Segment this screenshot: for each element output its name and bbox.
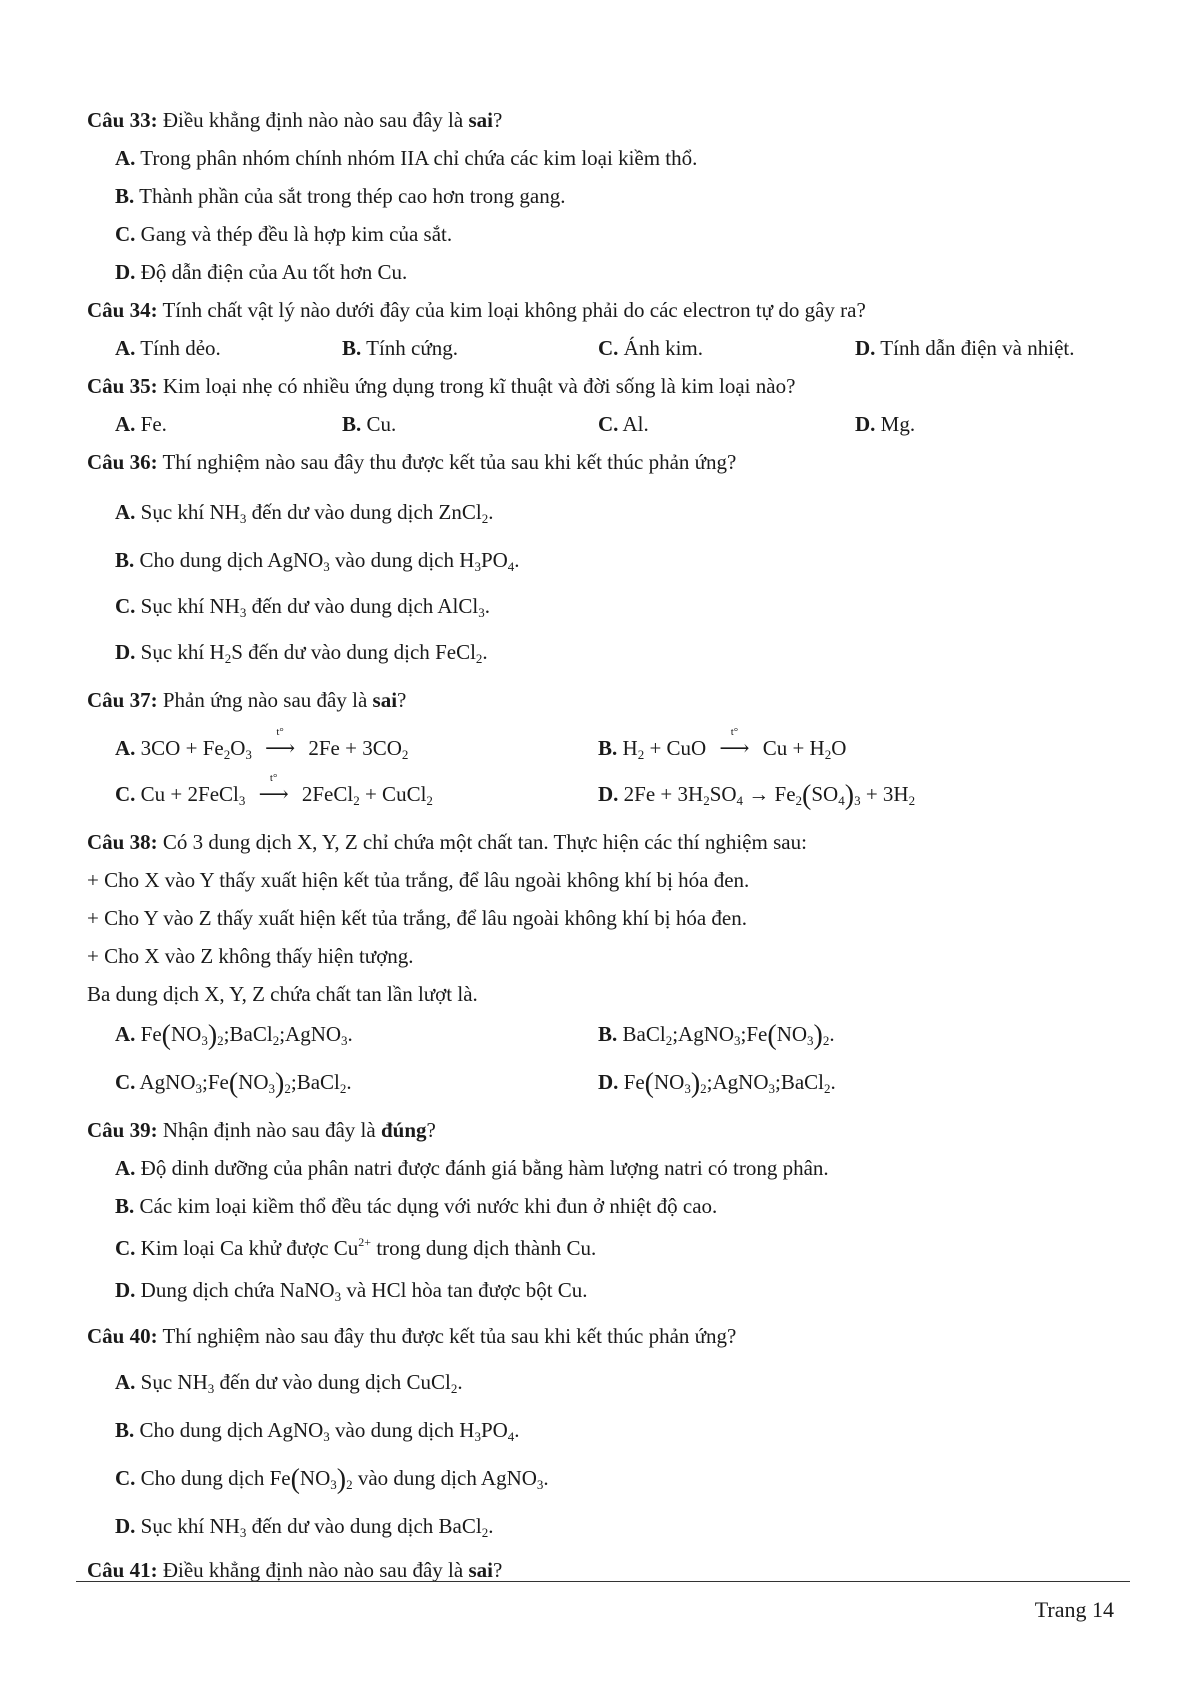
heat-arrow-icon: t° ⟶ [719, 726, 750, 760]
q37-option-d: D. $2Fe + 3H_2SO_4 \to Fe_2(SO_4)_3 + 3H_2$ [598, 780, 916, 811]
q38-option-c: C. $AgNO_3;Fe(NO_3)_2;BaCl_2$. [115, 1068, 352, 1099]
q39-option-b: B. Các kim loại kiềm thổ đều tác dụng với nước khi đun ở nhiệt độ cao. [115, 1194, 718, 1218]
q38-option-b: B. $BaCl_2;AgNO_3;Fe(NO_3)_2$. [598, 1020, 835, 1051]
question-38: Câu 38: Có 3 dung dịch X, Y, Z chỉ chứa một chất tan. Thực hiện các thí nghiệm sau: [87, 830, 807, 854]
q37-option-b: B. $H_2$ + CuO t° ⟶ $Cu + H_2O$ [598, 726, 847, 762]
q34-option-c: C. Ánh kim. [598, 336, 704, 360]
q34-option-a: A. Tính dẻo. [115, 336, 221, 360]
q40-option-d: D. Sục khí $NH_3$ đến dư vào dung dịch BaCl$_2$. [115, 1514, 494, 1540]
question-34: Câu 34: Tính chất vật lý nào dưới đây của kim loại không phải do các electron tự do gây ra? [87, 298, 866, 322]
q36-option-c: C. Sục khí $NH_3$ đến dư vào dung dịch AlCl$_3$. [115, 594, 490, 620]
q34-option-d: D. Tính dẫn điện và nhiệt. [855, 336, 1075, 360]
q36-option-b: B. Cho dung dịch AgNO$_3$ vào dung dịch $H_3PO_4$. [115, 548, 520, 574]
q40-option-b: B. Cho dung dịch AgNO$_3$ vào dung dịch $H_3PO_4$. [115, 1418, 520, 1444]
question-40: Câu 40: Thí nghiệm nào sau đây thu được kết tủa sau khi kết thúc phản ứng? [87, 1324, 737, 1348]
q38-option-d: D. $Fe(NO_3)_2;AgNO_3;BaCl_2$. [598, 1068, 836, 1099]
q38-line-2: + Cho Y vào Z thấy xuất hiện kết tủa trắng, để lâu ngoài không khí bị hóa đen. [87, 906, 747, 930]
heat-arrow-icon: t° ⟶ [265, 726, 296, 760]
q35-option-b: B. Cu. [342, 412, 397, 436]
q38-line-4: Ba dung dịch X, Y, Z chứa chất tan lần lượt là. [87, 982, 478, 1006]
q33-option-a: A. Trong phân nhóm chính nhóm IIA chỉ chứa các kim loại kiềm thổ. [115, 146, 698, 170]
question-36: Câu 36: Thí nghiệm nào sau đây thu được kết tủa sau khi kết thúc phản ứng? [87, 450, 737, 474]
q38-option-a: A. $Fe(NO_3)_2;BaCl_2;AgNO_3$. [115, 1020, 353, 1051]
q35-option-c: C. Al. [598, 412, 649, 436]
q33-option-c: C. Gang và thép đều là hợp kim của sắt. [115, 222, 453, 246]
page-number: Trang 14 [1034, 1597, 1114, 1622]
q34-option-b: B. Tính cứng. [342, 336, 459, 360]
q40-option-c: C. Cho dung dịch $Fe(NO_3)_2$ vào dung dịch AgNO$_3$. [115, 1464, 549, 1495]
q35-option-d: D. Mg. [855, 412, 916, 436]
q33-option-d: D. Độ dẫn điện của Au tốt hơn Cu. [115, 260, 408, 284]
question-39: Câu 39: Nhận định nào sau đây là đúng? [87, 1118, 436, 1142]
q37-option-a: A. $3CO + Fe_2O_3$ t° ⟶ $2Fe + 3CO_2$ [115, 726, 409, 762]
question-33: Câu 33: Điều khẳng định nào nào sau đây là sai? [87, 108, 503, 132]
q39-option-c: C. Kim loại Ca khử được $Cu^{2+}$ trong dung dịch thành Cu. [115, 1235, 597, 1260]
question-37: Câu 37: Phản ứng nào sau đây là sai? [87, 688, 407, 712]
question-41: Câu 41: Điều khẳng định nào nào sau đây là sai? [87, 1558, 503, 1582]
q39-option-a: A. Độ dinh dưỡng của phân natri được đánh giá bằng hàm lượng natri có trong phân. [115, 1156, 829, 1180]
q38-line-1: + Cho X vào Y thấy xuất hiện kết tủa trắng, để lâu ngoài không khí bị hóa đen. [87, 868, 750, 892]
q33-option-b: B. Thành phần của sắt trong thép cao hơn trong gang. [115, 184, 566, 208]
q38-line-3: + Cho X vào Z không thấy hiện tượng. [87, 944, 414, 968]
q36-option-d: D. Sục khí $H_2S$ đến dư vào dung dịch FeCl$_2$. [115, 640, 488, 666]
q36-option-a: A. Sục khí $NH_3$ đến dư vào dung dịch ZnCl$_2$. [115, 500, 494, 526]
q37-option-c: C. Cu + 2FeCl$_3$ t° ⟶ 2FeCl$_2$ + CuCl$_2$ [115, 772, 433, 808]
q40-option-a: A. Sục $NH_3$ đến dư vào dung dịch CuCl$_2$. [115, 1370, 463, 1396]
q35-option-a: A. Fe. [115, 412, 167, 436]
question-35: Câu 35: Kim loại nhẹ có nhiều ứng dụng trong kĩ thuật và đời sống là kim loại nào? [87, 374, 796, 398]
heat-arrow-icon: t° ⟶ [258, 772, 289, 806]
footer-divider [76, 1581, 1130, 1582]
q39-option-d: D. Dung dịch chứa NaNO$_3$ và HCl hòa tan được bột Cu. [115, 1278, 588, 1304]
